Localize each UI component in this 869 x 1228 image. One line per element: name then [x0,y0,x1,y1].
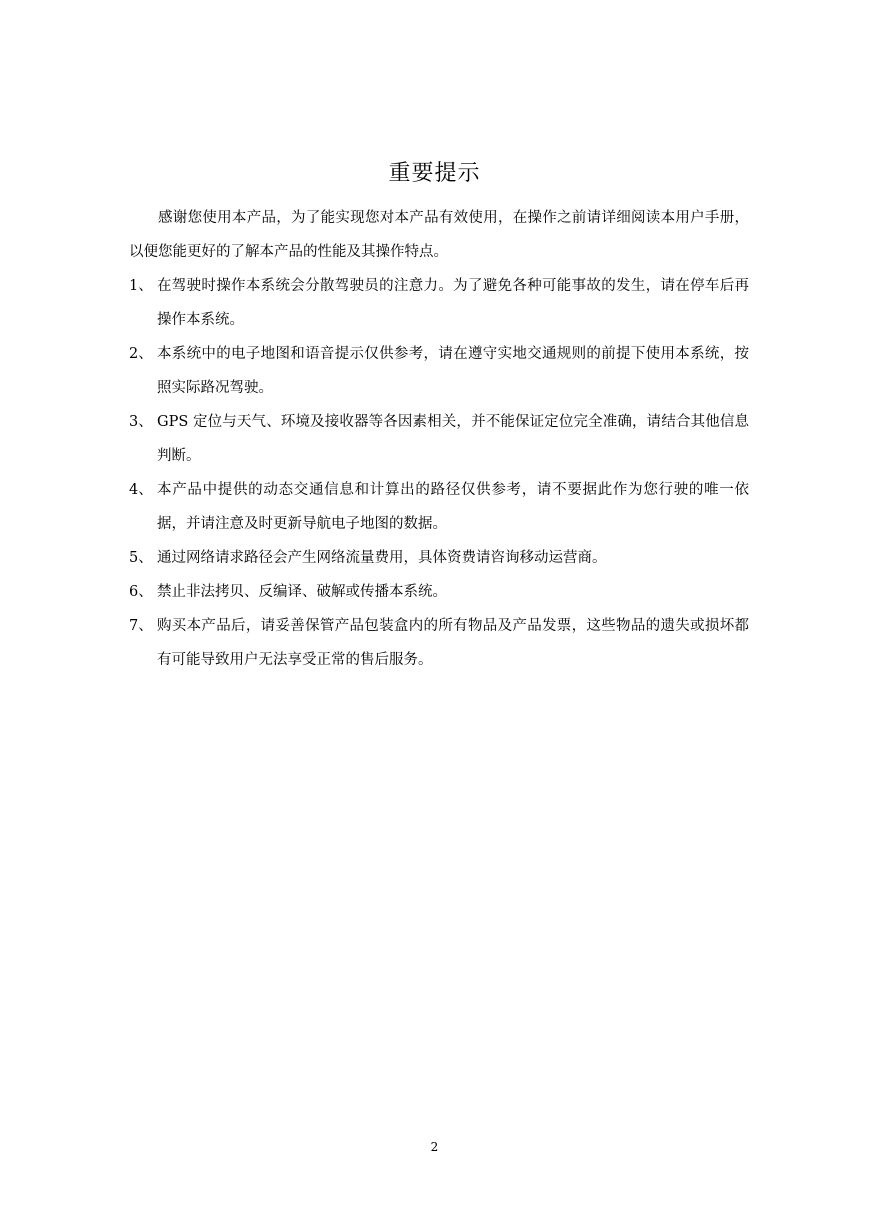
intro-paragraph: 感谢您使用本产品，为了能实现您对本产品有效使用，在操作之前请详细阅读本用户手册，以便您能更好的了解本产品的性能及其操作特点。 [129,210,749,260]
notice-text: 禁止非法拷贝、反编译、破解或传播本系统。 [157,584,447,600]
notice-text: 在驾驶时操作本系统会分散驾驶员的注意力。为了避免各种可能事故的发生，请在停车后再操作本系统。 [157,278,749,328]
page-title: 重要提示 [388,161,481,186]
page-number: 2 [430,1140,439,1154]
notice-text: 本系统中的电子地图和语音提示仅供参考，请在遵守实地交通规则的前提下使用本系统，按照实际路况驾驶。 [157,346,749,396]
notice-text: GPS 定位与天气、环境及接收器等各因素相关，并不能保证定位完全准确，请结合其他信息判断。 [157,414,749,464]
notice-number: 3、 [129,414,153,430]
notice-text: 本产品中提供的动态交通信息和计算出的路径仅供参考，请不要据此作为您行驶的唯一依据，并请注意及时更新导航电子地图的数据。 [157,482,749,532]
notice-text: 通过网络请求路径会产生网络流量费用，具体资费请咨询移动运营商。 [157,550,607,566]
notice-text: 购买本产品后，请妥善保管产品包装盒内的所有物品及产品发票，这些物品的遗失或损坏都有可能导致用户无法享受正常的售后服务。 [157,618,749,668]
notice-item-3 [129,405,749,473]
notice-list [129,269,749,677]
notice-number: 7、 [129,618,153,634]
notice-number: 5、 [129,550,153,566]
notice-number: 6、 [129,584,153,600]
notice-item-1 [129,269,749,337]
document-body [129,201,749,677]
notice-item-2 [129,337,749,405]
notice-number: 4、 [129,482,153,498]
notice-item-7 [129,609,749,677]
notice-item-4 [129,473,749,541]
notice-number: 1、 [129,278,153,294]
notice-number: 2、 [129,346,153,362]
notice-item-6 [129,575,749,609]
notice-item-5 [129,541,749,575]
